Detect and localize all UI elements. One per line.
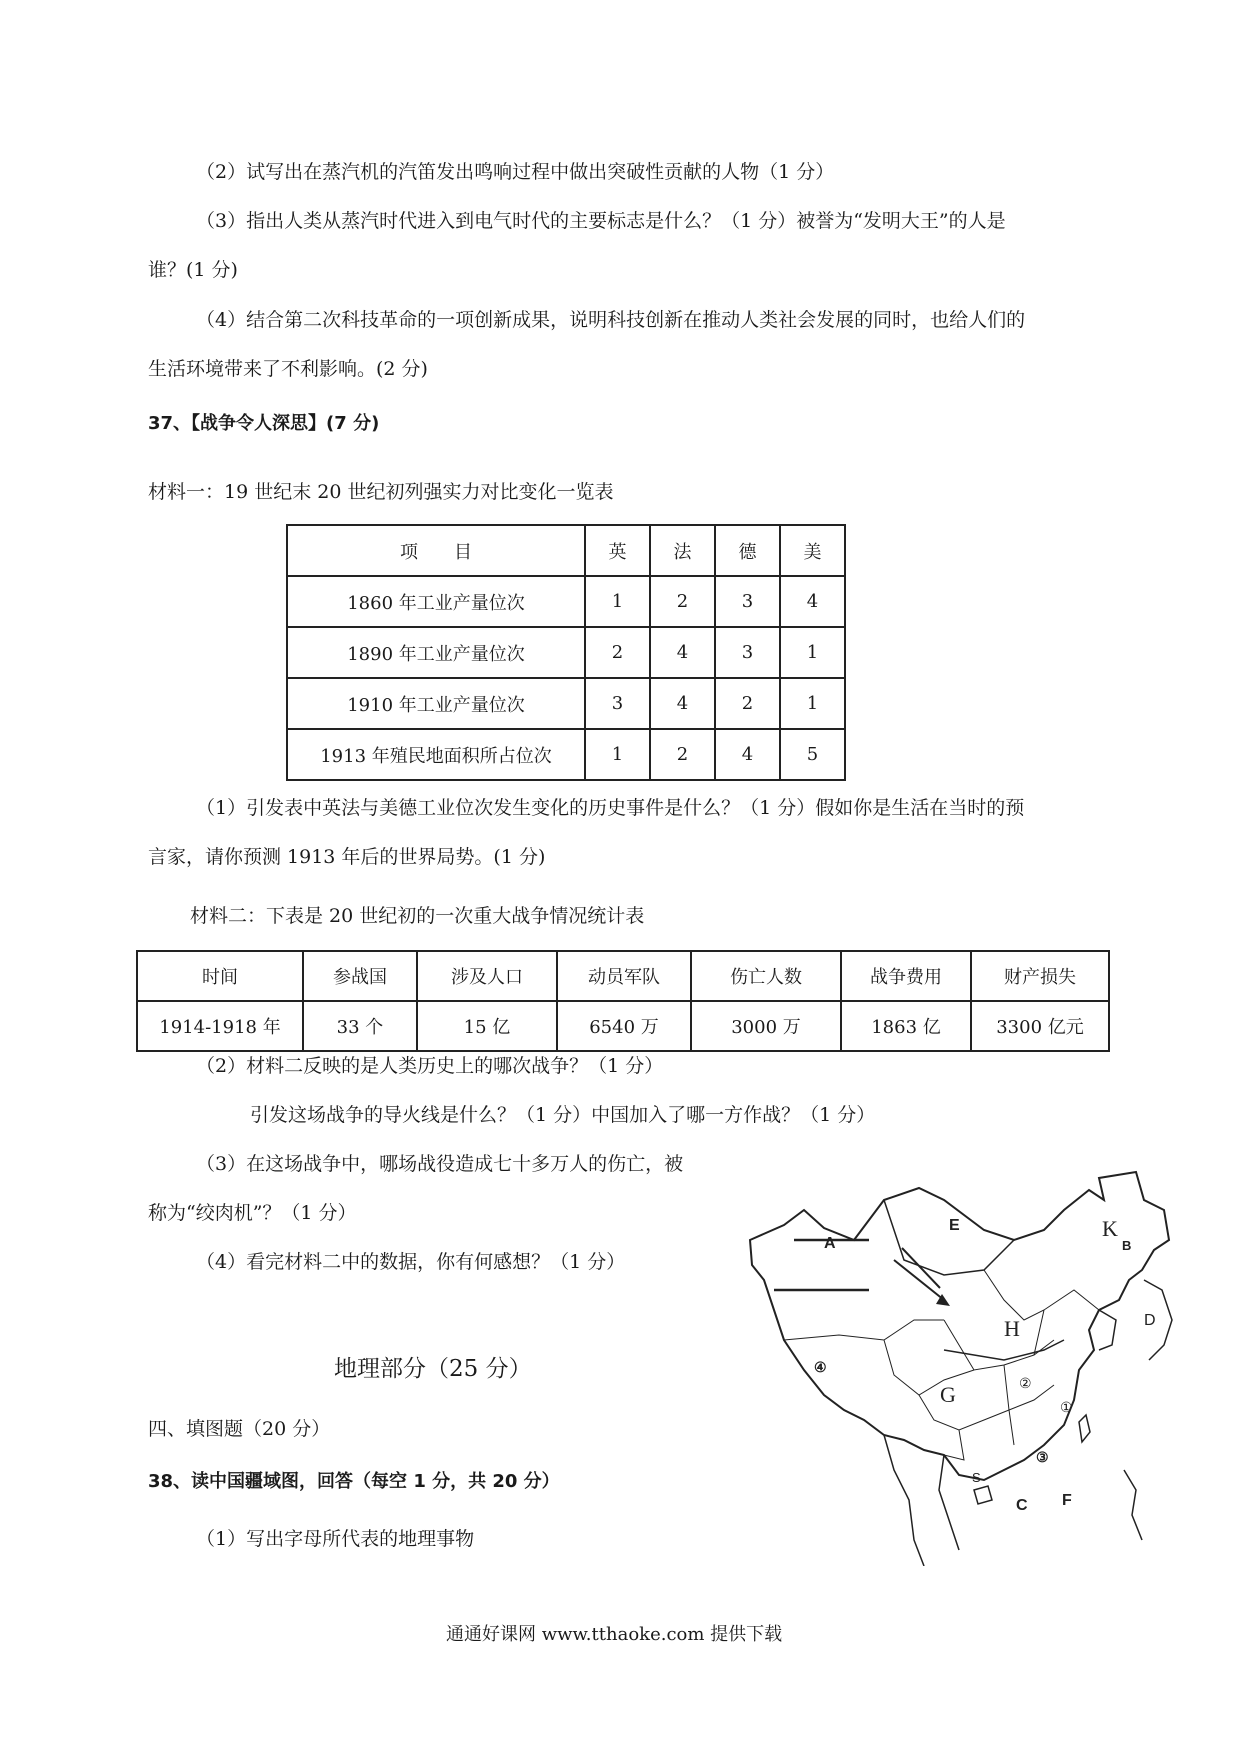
map-label-g: G: [940, 1382, 956, 1407]
table-cell: 1860 年工业产量位次: [287, 576, 585, 627]
power-comparison-table: [286, 524, 846, 781]
table-header-cell: 动员军队: [557, 951, 691, 1001]
mongolia-border: [884, 1200, 1014, 1275]
table-cell: 2: [650, 729, 715, 780]
table-row: [287, 627, 845, 678]
table-row: [287, 729, 845, 780]
hainan-outline: [974, 1486, 992, 1504]
table-header-cell: 战争费用: [841, 951, 971, 1001]
fill-map-section-title: 四、填图题（20 分）: [148, 1418, 331, 1440]
table-header-cell: 涉及人口: [417, 951, 557, 1001]
province-border: [1004, 1365, 1014, 1445]
table-header-cell: 参战国: [303, 951, 417, 1001]
table-header-cell: 项 目: [287, 525, 585, 576]
table-cell: 1: [780, 627, 845, 678]
material2-caption: 材料二：下表是 20 世纪初的一次重大战争情况统计表: [190, 905, 645, 927]
table-cell: 1: [585, 729, 650, 780]
china-territory-map: [744, 1170, 1182, 1566]
table-cell: 4: [650, 678, 715, 729]
q36-part3-line2: 谁？(1 分): [148, 259, 238, 281]
q37-part4: （4）看完材料二中的数据，你有何感想？（1 分）: [196, 1251, 626, 1273]
province-border: [784, 1320, 944, 1340]
table-cell: 4: [715, 729, 780, 780]
map-label-k: K: [1102, 1216, 1118, 1241]
table-header-cell: 时间: [137, 951, 303, 1001]
table-cell: 1910 年工业产量位次: [287, 678, 585, 729]
map-label-h: H: [1004, 1316, 1020, 1341]
table-cell: 2: [585, 627, 650, 678]
table-cell: 1: [585, 576, 650, 627]
table-header-cell: 英: [585, 525, 650, 576]
map-label-circled-1: ①: [1060, 1399, 1073, 1415]
map-label-circled-3: ③: [1036, 1449, 1049, 1465]
table-row: [287, 678, 845, 729]
map-label-d: D: [1144, 1312, 1156, 1329]
table-cell: 4: [650, 627, 715, 678]
map-label-a: A: [824, 1235, 836, 1252]
table-cell: 3000 万: [691, 1001, 841, 1051]
table-row: [137, 1001, 1109, 1051]
table-header-cell: 伤亡人数: [691, 951, 841, 1001]
table-row: [287, 576, 845, 627]
material1-caption: 材料一：19 世纪末 20 世纪初列强实力对比变化一览表: [148, 481, 614, 503]
table-cell: 1914-1918 年: [137, 1001, 303, 1051]
table-cell: 1913 年殖民地面积所占位次: [287, 729, 585, 780]
download-source-footer: 通通好课网 www.tthaoke.com 提供下载: [446, 1624, 783, 1645]
taiwan-outline: [1079, 1415, 1090, 1442]
q38-title: 38、读中国疆域图，回答（每空 1 分，共 20 分）: [148, 1471, 560, 1492]
q36-part3-line1: （3）指出人类从蒸汽时代进入到电气时代的主要标志是什么？（1 分）被誉为“发明大王”的人是: [196, 210, 1006, 232]
q36-part4-line2: 生活环境带来了不利影响。(2 分): [148, 358, 428, 380]
q36-part2: （2）试写出在蒸汽机的汽笛发出鸣响过程中做出突破性贡献的人物（1 分）: [196, 161, 835, 183]
geography-heading: 地理部分（25 分）: [334, 1356, 532, 1382]
table-cell: 3: [585, 678, 650, 729]
table-cell: 4: [780, 576, 845, 627]
map-label-e: E: [949, 1217, 960, 1234]
table-cell: 3300 亿元: [971, 1001, 1109, 1051]
southeast-asia-coast: [884, 1435, 924, 1566]
table-cell: 2: [715, 678, 780, 729]
table-cell: 5: [780, 729, 845, 780]
q37-part2: （2）材料二反映的是人类历史上的哪次战争？（1 分）: [196, 1055, 664, 1077]
table-header-cell: 财产损失: [971, 951, 1109, 1001]
map-label-s: S: [972, 1470, 981, 1485]
table-cell: 33 个: [303, 1001, 417, 1051]
southeast-asia-coast: [939, 1455, 959, 1550]
map-label-circled-2: ②: [1019, 1375, 1032, 1391]
map-label-circled-4: ④: [814, 1359, 827, 1375]
map-label-b: B: [1122, 1238, 1132, 1253]
q37-part2-followup: 引发这场战争的导火线是什么？（1 分）中国加入了哪一方作战？（1 分）: [250, 1104, 876, 1126]
q38-part1: （1）写出字母所代表的地理事物: [196, 1528, 475, 1550]
philippines-islands: [1124, 1470, 1142, 1540]
korean-peninsula: [1099, 1310, 1116, 1350]
province-border: [944, 1320, 1054, 1370]
table-cell: 2: [650, 576, 715, 627]
table-cell: 6540 万: [557, 1001, 691, 1051]
q37-part1-line1: （1）引发表中英法与美德工业位次发生变化的历史事件是什么？（1 分）假如你是生活在当时的预: [196, 797, 1025, 819]
map-label-f: F: [1062, 1492, 1072, 1509]
table-header-cell: 法: [650, 525, 715, 576]
table-header-cell: 德: [715, 525, 780, 576]
table-cell: 15 亿: [417, 1001, 557, 1051]
province-border: [984, 1270, 1099, 1320]
q37-part1-line2: 言家，请你预测 1913 年后的世界局势。(1 分): [148, 846, 546, 868]
table-cell: 3: [715, 627, 780, 678]
province-border: [944, 1430, 964, 1460]
table-cell: 1863 亿: [841, 1001, 971, 1051]
table-cell: 3: [715, 576, 780, 627]
q37-title: 37、【战争令人深思】(7 分): [148, 413, 380, 434]
table-header-row: [287, 525, 845, 576]
table-header-cell: 美: [780, 525, 845, 576]
q37-part3-line2: 称为“绞肉机”？（1 分）: [148, 1202, 357, 1224]
table-header-row: [137, 951, 1109, 1001]
q36-part4-line1: （4）结合第二次科技革命的一项创新成果，说明科技创新在推动人类社会发展的同时，也给人们的: [196, 309, 1026, 331]
map-label-c: C: [1016, 1497, 1028, 1514]
war-statistics-table: [136, 950, 1110, 1052]
q37-part3-line1: （3）在这场战争中，哪场战役造成七十多万人的伤亡，被: [196, 1153, 684, 1175]
table-cell: 1890 年工业产量位次: [287, 627, 585, 678]
table-cell: 1: [780, 678, 845, 729]
